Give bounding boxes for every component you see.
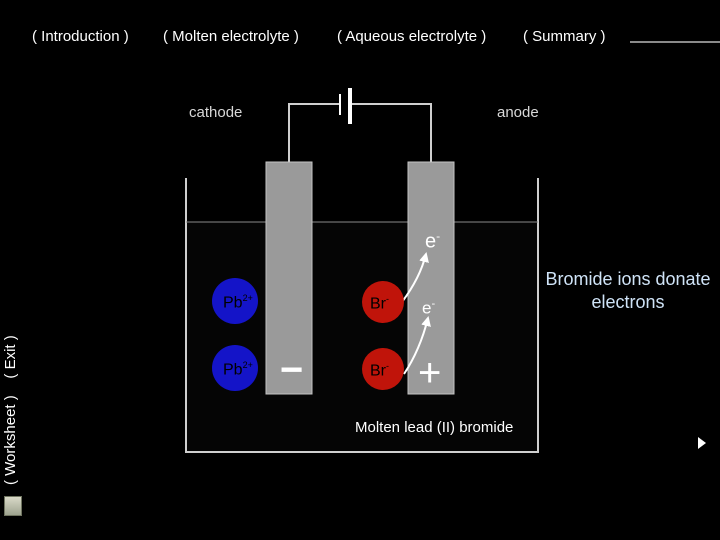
lead-ion-bottom-label: $Pb^{2+}$ [223,360,253,379]
electron-top-label: e- [425,229,441,253]
nav-aqueous-electrolyte[interactable]: ( Aqueous electrolyte ) [337,28,487,45]
nav-exit[interactable]: ( Exit ) [2,335,19,379]
anode-label: anode [497,104,539,121]
nav-molten-electrolyte[interactable]: ( Molten electrolyte ) [163,28,299,45]
molten-electrolyte [186,222,538,452]
nav-introduction[interactable]: ( Introduction ) [32,28,129,45]
anode-plus-sign: + [418,351,442,395]
play-triangle-icon[interactable] [698,437,706,449]
electron-mid-label: e- [422,298,436,318]
cathode-minus-sign: − [280,348,304,392]
nav-worksheet[interactable]: ( Worksheet ) [2,395,19,485]
explanation-note: Bromide ions donate electrons [545,269,711,312]
lead-ion-top-label: $Pb^{2+}$ [223,293,253,312]
anode-wire [352,104,431,162]
bromide-ion-bottom-label: Br- [370,361,389,380]
nav-summary[interactable]: ( Summary ) [523,28,606,45]
bromide-ion-top-label: Br- [370,294,389,313]
cathode-label: cathode [189,104,243,121]
cathode-wire [289,104,340,162]
electrolyte-caption: Molten lead (II) bromide [355,419,514,436]
battery [340,88,350,124]
